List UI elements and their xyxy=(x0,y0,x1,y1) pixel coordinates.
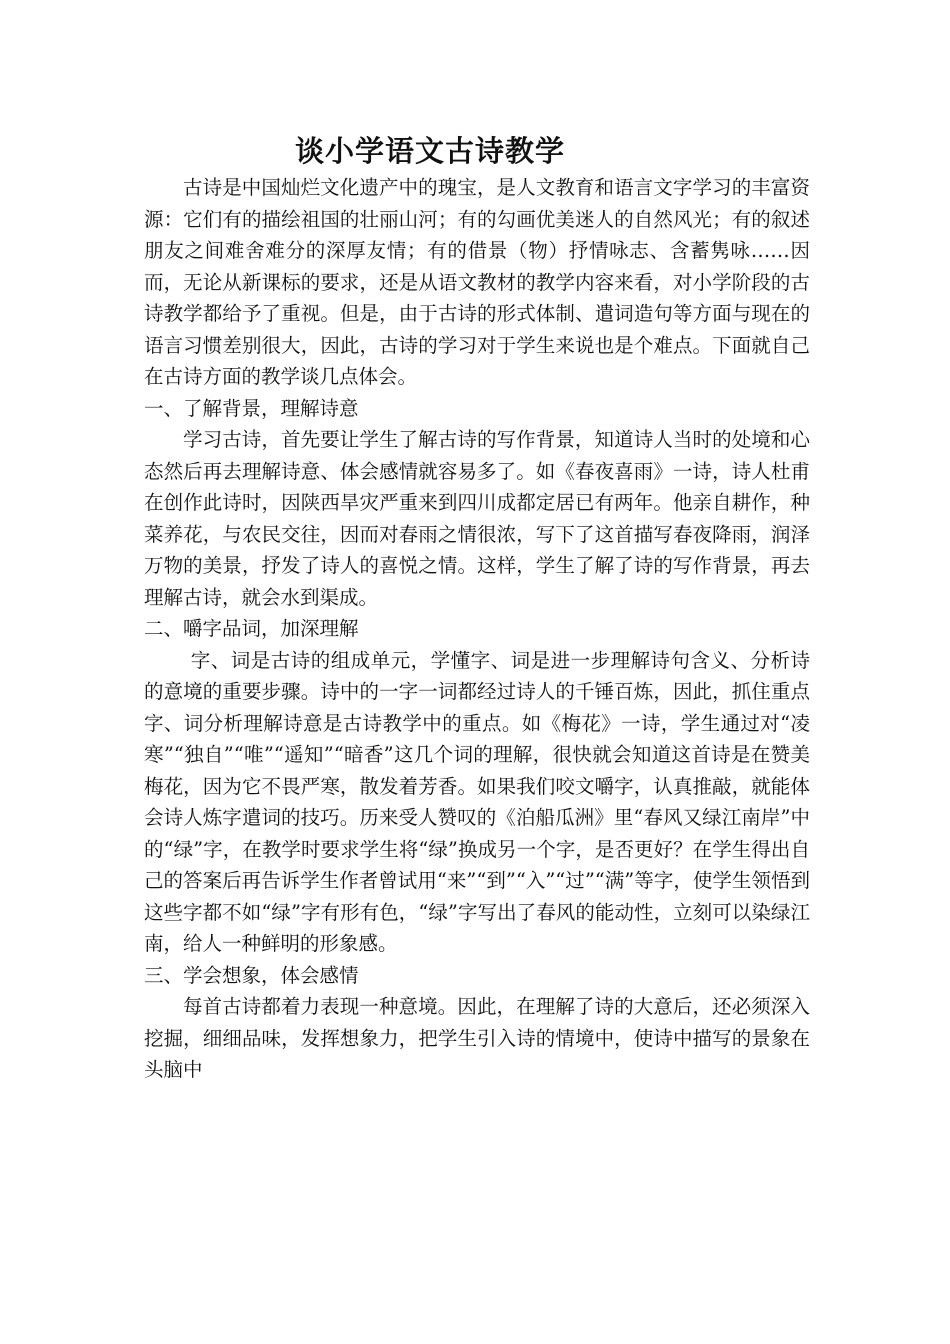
section-heading-3: 三、学会想象，体会感情 xyxy=(144,963,359,987)
intro-paragraph: 古诗是中国灿烂文化遗产中的瑰宝，是人文教育和语言文字学习的丰富资源：它们有的描绘祖国的壮丽山河；有的勾画优美迷人的自然风光；有的叙述朋友之间难舍难分的深厚友情；有的借景（物）抒情咏志、含蓄隽咏……因而，无论从新课标的要求，还是从语文教材的教学内容来看，对小学阶段的古诗教学都给予了重视。但是，由于古诗的形式体制、遣词造句等方面与现在的语言习惯差别很大，因此，古诗的学习对于学生来说也是个难点。下面就自己在古诗方面的教学谈几点体会。 xyxy=(144,176,810,388)
section-heading-1: 一、了解背景，理解诗意 xyxy=(144,396,359,420)
document-body xyxy=(144,172,810,1086)
section-paragraph-3: 每首古诗都着力表现一种意境。因此，在理解了诗的大意后，还必须深入挖掘，细细品味，发挥想象力，把学生引入诗的情境中，使诗中描写的景象在头脑中 xyxy=(144,995,810,1081)
section-paragraph-2: 字、词是古诗的组成单元，学懂字、词是进一步理解诗句含义、分析诗的意境的重要步骤。诗中的一字一词都经过诗人的千锤百炼，因此，抓住重点字、词分析理解诗意是古诗教学中的重点。如《梅花》一诗，学生通过对“凌寒”“独自”“唯”“遥知”“暗香”这几个词的理解，很快就会知道这首诗是在赞美梅花，因为它不畏严寒，散发着芳香。如果我们咬文嚼字，认真推敲，就能体会诗人炼字遣词的技巧。历来受人赞叹的《泊船瓜洲》里“春风又绿江南岸”中的“绿”字，在教学时要求学生将“绿”换成另一个字，是否更好？在学生得出自己的答案后再告诉学生作者曾试用“来”“到”“入”“过”“满”等字，使学生领悟到这些字都不如“绿”字有形有色，“绿”字写出了春风的能动性，立刻可以染绿江南，给人一种鲜明的形象感。 xyxy=(144,648,810,955)
section-paragraph-1: 学习古诗，首先要让学生了解古诗的写作背景，知道诗人当时的处境和心态然后再去理解诗意、体会感情就容易多了。如《春夜喜雨》一诗，诗人杜甫在创作此诗时，因陕西旱灾严重来到四川成都定居已有两年。他亲自耕作，种菜养花，与农民交往，因而对春雨之情很浓，写下了这首描写春夜降雨，润泽万物的美景，抒发了诗人的喜悦之情。这样，学生了解了诗的写作背景，再去理解古诗，就会水到渠成。 xyxy=(144,428,810,609)
document-title: 谈小学语文古诗教学 xyxy=(294,134,565,168)
section-heading-2: 二、嚼字品词，加深理解 xyxy=(144,617,359,640)
